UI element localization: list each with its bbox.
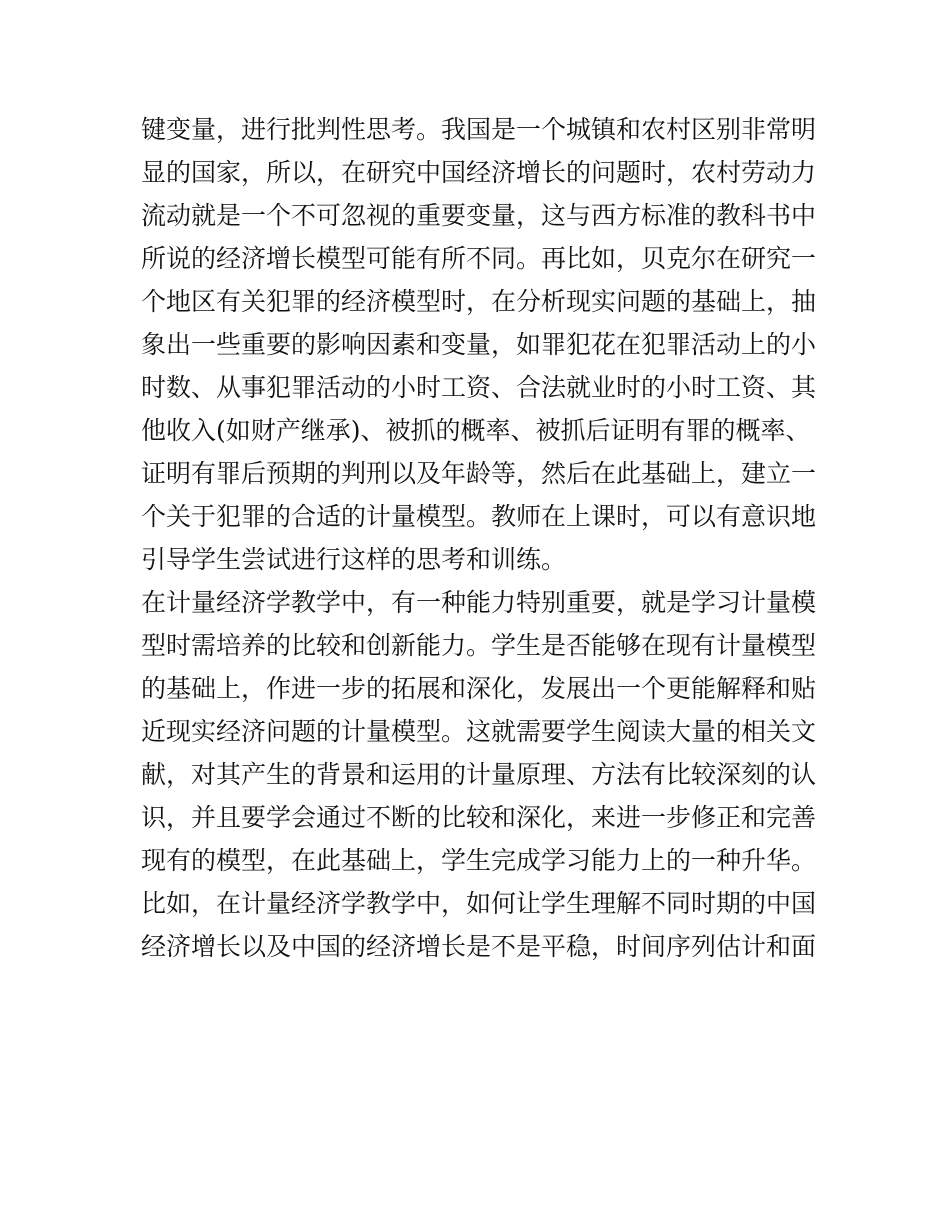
text-line: 的基础上，作进一步的拓展和深化，发展出一个更能解释和贴 (141, 674, 817, 703)
text-line: 证明有罪后预期的判刑以及年龄等，然后在此基础上，建立一 (141, 459, 817, 488)
text-line: 显的国家，所以，在研究中国经济增长的问题时，农村劳动力 (141, 158, 817, 187)
text-line: 引导学生尝试进行这样的思考和训练。 (141, 545, 567, 574)
text-line: 型时需培养的比较和创新能力。学生是否能够在现有计量模型 (141, 631, 817, 660)
text-line: 近现实经济问题的计量模型。这就需要学生阅读大量的相关文 (141, 717, 817, 746)
text-line: 献，对其产生的背景和运用的计量原理、方法有比较深刻的认 (141, 760, 817, 789)
text-line: 个关于犯罪的合适的计量模型。教师在上课时，可以有意识地 (141, 502, 817, 531)
text-line: 流动就是一个不可忽视的重要变量，这与西方标准的教科书中 (141, 201, 817, 230)
text-line: 象出一些重要的影响因素和变量，如罪犯花在犯罪活动上的小 (141, 330, 817, 359)
text-line: 在计量经济学教学中，有一种能力特别重要，就是学习计量模 (141, 588, 817, 617)
text-line: 键变量，进行批判性思考。我国是一个城镇和农村区别非常明 (141, 115, 817, 144)
text-line: 所说的经济增长模型可能有所不同。再比如，贝克尔在研究一 (141, 244, 817, 273)
text-line: 识，并且要学会通过不断的比较和深化，来进一步修正和完善 (141, 803, 817, 832)
text-line: 比如，在计量经济学教学中，如何让学生理解不同时期的中国 (141, 889, 817, 918)
text-line: 现有的模型，在此基础上，学生完成学习能力上的一种升华。 (141, 846, 817, 875)
text-line: 他收入(如财产继承)、被抓的概率、被抓后证明有罪的概率、 (141, 416, 811, 445)
text-line: 个地区有关犯罪的经济模型时，在分析现实问题的基础上，抽 (141, 287, 817, 316)
text-line: 时数、从事犯罪活动的小时工资、合法就业时的小时工资、其 (141, 373, 817, 402)
text-line: 经济增长以及中国的经济增长是不是平稳，时间序列估计和面 (141, 932, 817, 961)
body-text (141, 108, 821, 968)
